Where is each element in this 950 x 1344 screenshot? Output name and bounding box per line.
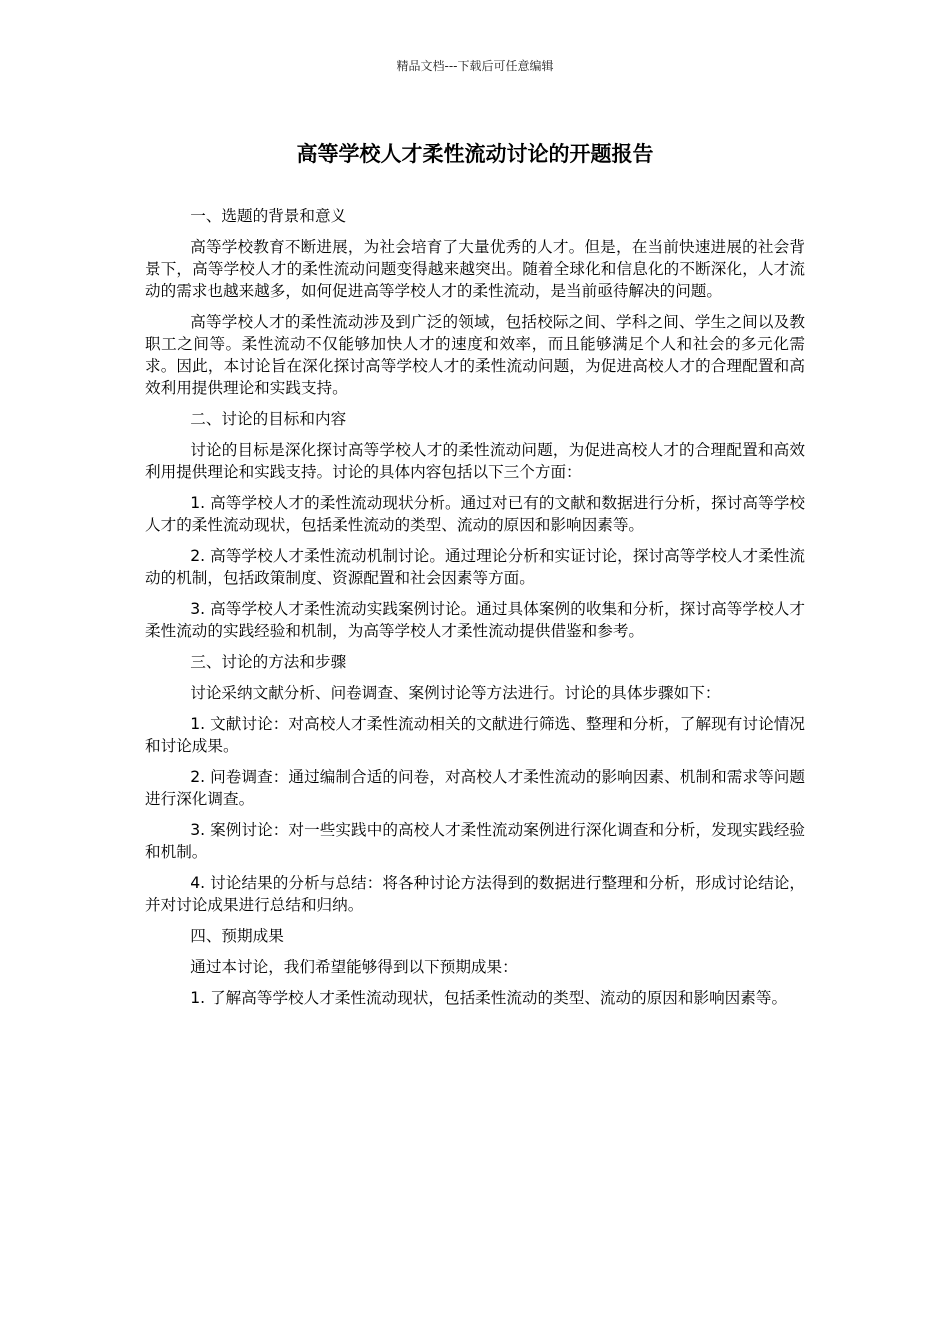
- list-item-method-1: 1. 文献讨论：对高校人才柔性流动相关的文献进行筛选、整理和分析，了解现有讨论情况和讨论成果。: [145, 715, 805, 755]
- document-body: [145, 205, 805, 1018]
- paragraph-outcomes: 通过本讨论，我们希望能够得到以下预期成果：: [190, 958, 518, 976]
- paragraph-background-2: 高等学校人才的柔性流动涉及到广泛的领域，包括校际之间、学科之间、学生之间以及教职工之间等。柔性流动不仅能够加快人才的速度和效率，而且能够满足个人和社会的多元化需求。因此，本讨论旨在深化探讨高等学校人才的柔性流动问题，为促进高校人才的合理配置和高效利用提供理论和实践支持。: [145, 313, 805, 397]
- section-heading-outcomes: 四、预期成果: [190, 927, 284, 945]
- page-header-note: 精品文档---下载后可任意编辑: [396, 59, 554, 73]
- list-item-method-4: 4. 讨论结果的分析与总结：将各种讨论方法得到的数据进行整理和分析，形成讨论结论，并对讨论成果进行总结和归纳。: [145, 874, 805, 914]
- section-heading-background: 一、选题的背景和意义: [190, 207, 347, 225]
- list-item-method-3: 3. 案例讨论：对一些实践中的高校人才柔性流动案例进行深化调查和分析，发现实践经验和机制。: [145, 821, 805, 861]
- list-item-goal-2: 2. 高等学校人才柔性流动机制讨论。通过理论分析和实证讨论，探讨高等学校人才柔性流动的机制，包括政策制度、资源配置和社会因素等方面。: [145, 547, 805, 587]
- list-item-goal-1: 1. 高等学校人才的柔性流动现状分析。通过对已有的文献和数据进行分析，探讨高等学校人才的柔性流动现状，包括柔性流动的类型、流动的原因和影响因素等。: [145, 494, 805, 534]
- section-heading-methods: 三、讨论的方法和步骤: [190, 653, 347, 671]
- paragraph-goals: 讨论的目标是深化探讨高等学校人才的柔性流动问题，为促进高校人才的合理配置和高效利用提供理论和实践支持。讨论的具体内容包括以下三个方面：: [145, 441, 805, 481]
- section-heading-goals: 二、讨论的目标和内容: [190, 410, 347, 428]
- document-title: 高等学校人才柔性流动讨论的开题报告: [296, 142, 654, 166]
- list-item-goal-3: 3. 高等学校人才柔性流动实践案例讨论。通过具体案例的收集和分析，探讨高等学校人才柔性流动的实践经验和机制，为高等学校人才柔性流动提供借鉴和参考。: [145, 600, 805, 640]
- list-item-outcome-1: 1. 了解高等学校人才柔性流动现状，包括柔性流动的类型、流动的原因和影响因素等。: [190, 989, 788, 1007]
- paragraph-background-1: 高等学校教育不断进展，为社会培育了大量优秀的人才。但是，在当前快速进展的社会背景下，高等学校人才的柔性流动问题变得越来越突出。随着全球化和信息化的不断深化，人才流动的需求也越来越多，如何促进高等学校人才的柔性流动，是当前亟待解决的问题。: [145, 238, 805, 300]
- list-item-method-2: 2. 问卷调查：通过编制合适的问卷，对高校人才柔性流动的影响因素、机制和需求等问题进行深化调查。: [145, 768, 805, 808]
- paragraph-methods: 讨论采纳文献分析、问卷调查、案例讨论等方法进行。讨论的具体步骤如下：: [190, 684, 721, 702]
